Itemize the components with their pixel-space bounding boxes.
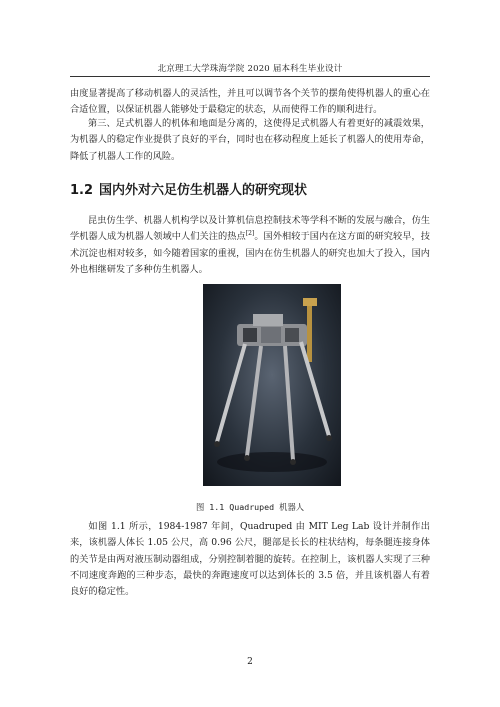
robot-illustration (203, 284, 341, 486)
paragraph-2-text: 第三、足式机器人的机体和地面是分离的，这使得足式机器人有着更好的减震效果，为机器人的稳定作业提供了良好的平台，同时也在移动程度上延长了机器人的使用寿命，降低了机器人工作的风险。 (70, 118, 430, 162)
page-number: 2 (247, 657, 253, 667)
section-heading (70, 179, 307, 198)
quadruped-robot-photo (203, 284, 341, 486)
section-title: 国内外对六足仿生机器人的研究现状 (99, 183, 308, 198)
header-divider (70, 76, 430, 77)
paragraph-3-text-b: 。国外相较于国内在这方面的研究较早，技术沉淀也相对较多，如今随着国家的重视，国内在仿生机器人的研究也加大了投入，国内外也相继研发了多种仿生机器人。 (70, 231, 430, 275)
paragraph-2 (70, 116, 430, 165)
paragraph-3 (70, 213, 430, 278)
page-header: 北京理工大学珠海学院 2020 届本科生毕业设计 (157, 64, 343, 74)
figure-caption: 图 1.1 Quadruped 机器人 (195, 502, 305, 512)
citation-ref: [2] (245, 230, 255, 238)
paragraph-1: 由度显著提高了移动机器人的灵活性，并且可以调节各个关节的摆角使得机器人的重心在合适位置，以保证机器人能够处于最稳定的状态，从而使得工作的顺利进行。 (70, 88, 430, 116)
paragraph-3-text-a: 昆虫仿生学、机器人机构学以及计算机信息控制技术等学科不断的发展与融合，仿生学机器人成为机器人领域中人们关注的热点 (70, 215, 430, 243)
paragraph-4-text: 如图 1.1 所示，1984-1987 年间，Quadruped 由 MIT Leg Lab 设计并制作出来，该机器人体长 1.05 公尺，高 0.96 公尺，腿部是长长的柱状结构，每条腿连接身体的关节是由两对液压制动器组成，分别控制着腿的旋转。在控制上，该机器人实现了三种不同速度奔跑的三种步态，最快的奔跑速度可以达到体长的 3.5 倍，并且该机器人有着良好的稳定性。 (70, 521, 430, 598)
section-number: 1.2 (70, 183, 94, 198)
paragraph-4 (70, 519, 430, 600)
